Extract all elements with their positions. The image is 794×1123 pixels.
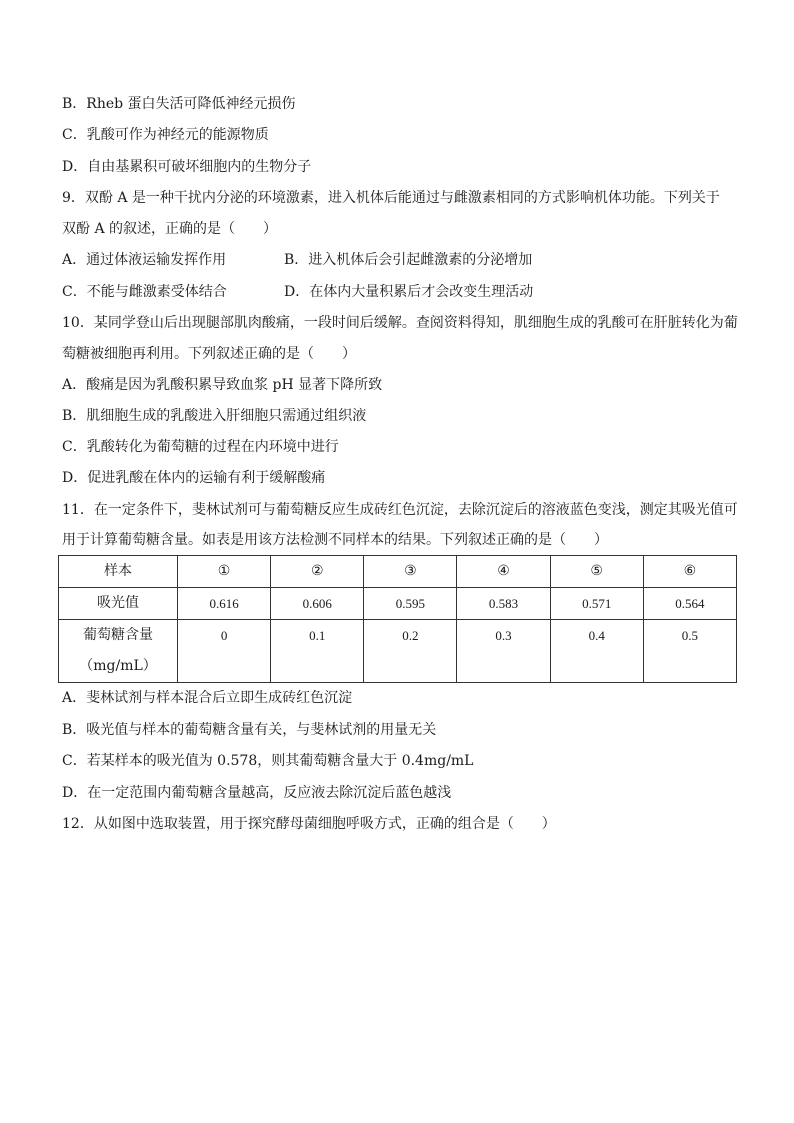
- q11-option-b: B．吸光值与样本的葡萄糖含量有关，与斐林试剂的用量无关: [62, 722, 437, 738]
- q10-option-d: D．促进乳酸在体内的运输有利于缓解酸痛: [62, 470, 326, 486]
- glucose-absorbance-table: [58, 555, 737, 683]
- q9-stem-line-1: 9．双酚 A 是一种干扰内分泌的环境激素，进入机体后能通过与雌激素相同的方式影响机体功能。下列关于: [62, 190, 720, 206]
- q9-stem-line-2: 双酚 A 的叙述，正确的是（ ）: [62, 221, 278, 237]
- q12-stem: 12．从如图中选取装置，用于探究酵母菌细胞呼吸方式，正确的组合是（ ）: [62, 816, 556, 832]
- q11-stem-line-2: 用于计算葡萄糖含量。如表是用该方法检测不同样本的结果。下列叙述正确的是（ ）: [62, 532, 608, 548]
- absorbance-cell: 0.564: [643, 588, 736, 620]
- absorbance-cell: 0.616: [178, 588, 271, 620]
- header-cell: 样本: [59, 556, 178, 588]
- row-label-cell: 吸光值: [59, 588, 178, 620]
- table-row-samples: [59, 556, 737, 588]
- glucose-cell: 0.5: [643, 620, 736, 683]
- q8-option-b: B．Rheb 蛋白失活可降低神经元损伤: [62, 96, 296, 112]
- q11-option-d: D．在一定范围内葡萄糖含量越高，反应液去除沉淀后蓝色越浅: [62, 785, 452, 801]
- q9-option-d: D．在体内大量积累后才会改变生理活动: [284, 284, 534, 300]
- q8-option-d: D．自由基累积可破坏细胞内的生物分子: [62, 159, 312, 175]
- absorbance-cell: 0.583: [457, 588, 550, 620]
- q10-option-a: A．酸痛是因为乳酸积累导致血浆 pH 显著下降所致: [62, 377, 383, 393]
- table-row-absorbance: [59, 588, 737, 620]
- row-label-cell: [59, 620, 178, 683]
- q10-stem-line-2: 萄糖被细胞再利用。下列叙述正确的是（ ）: [62, 346, 356, 362]
- absorbance-cell: 0.571: [550, 588, 643, 620]
- sample-cell: ②: [271, 556, 364, 588]
- q10-stem-line-1: 10．某同学登山后出现腿部肌肉酸痛，一段时间后缓解。查阅资料得知，肌细胞生成的乳酸可在肝脏转化为葡: [62, 315, 738, 331]
- table-row-glucose: [59, 620, 737, 683]
- q9-option-a: A．通过体液运输发挥作用: [62, 252, 227, 268]
- q10-option-c: C．乳酸转化为葡萄糖的过程在内环境中进行: [62, 439, 339, 455]
- q10-option-b: B．肌细胞生成的乳酸进入肝细胞只需通过组织液: [62, 408, 367, 424]
- sample-cell: ⑥: [643, 556, 736, 588]
- absorbance-cell: 0.595: [364, 588, 457, 620]
- glucose-cell: 0.2: [364, 620, 457, 683]
- sample-cell: ①: [178, 556, 271, 588]
- sample-cell: ⑤: [550, 556, 643, 588]
- row-label-line-2: （mg/mL）: [79, 658, 157, 674]
- q11-option-a: A．斐林试剂与样本混合后立即生成砖红色沉淀: [62, 690, 353, 706]
- absorbance-cell: 0.606: [271, 588, 364, 620]
- q9-option-b: B．进入机体后会引起雌激素的分泌增加: [284, 252, 533, 268]
- sample-cell: ④: [457, 556, 550, 588]
- glucose-cell: 0: [178, 620, 271, 683]
- sample-cell: ③: [364, 556, 457, 588]
- q11-option-c: C．若某样本的吸光值为 0.578，则其葡萄糖含量大于 0.4mg/mL: [62, 753, 474, 769]
- glucose-cell: 0.3: [457, 620, 550, 683]
- q8-option-c: C．乳酸可作为神经元的能源物质: [62, 127, 269, 143]
- row-label-line-1: 葡萄糖含量: [83, 627, 153, 643]
- q9-options-row-1: [62, 250, 533, 270]
- glucose-cell: 0.1: [271, 620, 364, 683]
- q11-stem-line-1: 11．在一定条件下，斐林试剂可与葡萄糖反应生成砖红色沉淀，去除沉淀后的溶液蓝色变浅，测定其吸光值可: [62, 502, 738, 518]
- q9-option-c: C．不能与雌激素受体结合: [62, 284, 227, 300]
- glucose-cell: 0.4: [550, 620, 643, 683]
- q9-options-row-2: [62, 282, 534, 302]
